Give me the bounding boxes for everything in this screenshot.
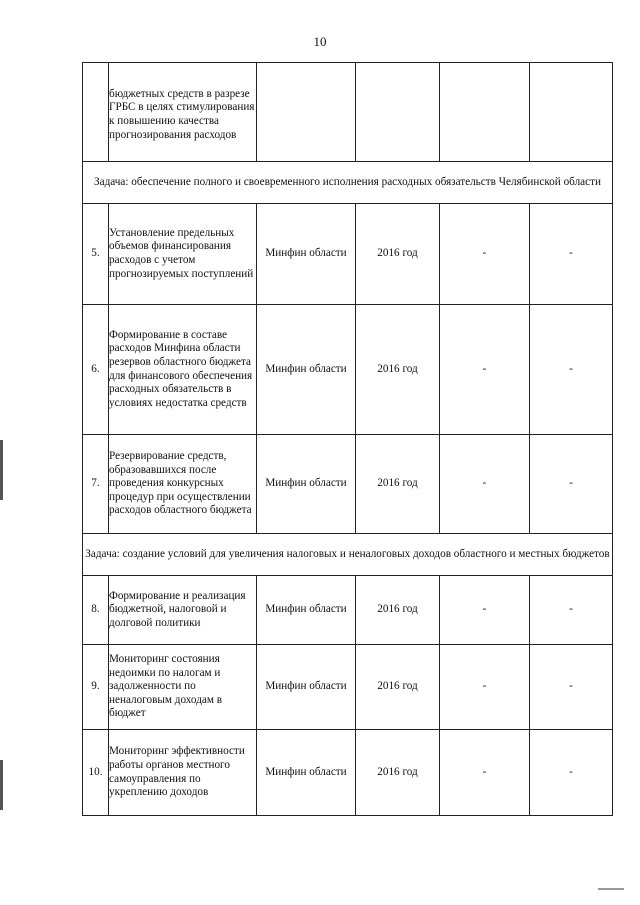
executor-cell: Минфин области bbox=[257, 305, 356, 435]
scan-edge-mark bbox=[0, 440, 3, 500]
table-row bbox=[83, 576, 613, 645]
term-cell: 2016 год bbox=[356, 305, 440, 435]
column-5-cell: - bbox=[440, 730, 530, 816]
measure-name: Мониторинг эффективности работы органов местного самоуправления по укреплению доходов bbox=[109, 730, 257, 816]
measure-name: Мониторинг состояния недоимки по налогам и задолженности по неналоговым доходам в бюджет bbox=[109, 645, 257, 730]
task-heading: Задача: обеспечение полного и своевременного исполнения расходных обязательств Челябинской области bbox=[83, 162, 613, 204]
term-cell: 2016 год bbox=[356, 645, 440, 730]
term-cell: 2016 год bbox=[356, 204, 440, 305]
term-cell bbox=[356, 63, 440, 162]
column-6-cell: - bbox=[530, 645, 613, 730]
measure-name: Формирование в составе расходов Минфина области резервов областного бюджета для финансового обеспечения расходных обязательств в условиях недостатка средств bbox=[109, 305, 257, 435]
column-6-cell: - bbox=[530, 305, 613, 435]
column-6-cell: - bbox=[530, 435, 613, 534]
measure-name: Резервирование средств, образовавшихся после проведения конкурсных процедур при осуществлении расходов областного бюджета bbox=[109, 435, 257, 534]
table-row bbox=[83, 204, 613, 305]
measure-name: Формирование и реализация бюджетной, налоговой и долговой политики bbox=[109, 576, 257, 645]
column-5-cell: - bbox=[440, 204, 530, 305]
scan-footer-mark bbox=[598, 888, 624, 890]
term-cell: 2016 год bbox=[356, 435, 440, 534]
column-6-cell: - bbox=[530, 730, 613, 816]
column-6-cell bbox=[530, 63, 613, 162]
row-number: 9. bbox=[83, 645, 109, 730]
table-row bbox=[83, 645, 613, 730]
task-row bbox=[83, 534, 613, 576]
measure-name: Установление предельных объемов финансирования расходов с учетом прогнозируемых поступлений bbox=[109, 204, 257, 305]
executor-cell: Минфин области bbox=[257, 645, 356, 730]
column-5-cell bbox=[440, 63, 530, 162]
measure-name: бюджетных средств в разрезе ГРБС в целях стимулирования к повышению качества прогнозирования расходов bbox=[109, 63, 257, 162]
column-5-cell: - bbox=[440, 305, 530, 435]
task-row bbox=[83, 162, 613, 204]
row-number: 7. bbox=[83, 435, 109, 534]
measures-table bbox=[82, 62, 613, 816]
table-row bbox=[83, 305, 613, 435]
table-row bbox=[83, 730, 613, 816]
column-5-cell: - bbox=[440, 435, 530, 534]
column-6-cell: - bbox=[530, 204, 613, 305]
column-5-cell: - bbox=[440, 645, 530, 730]
row-number: 10. bbox=[83, 730, 109, 816]
page-number: 10 bbox=[313, 34, 327, 49]
executor-cell: Минфин области bbox=[257, 730, 356, 816]
row-number bbox=[83, 63, 109, 162]
column-6-cell: - bbox=[530, 576, 613, 645]
task-heading: Задача: создание условий для увеличения налоговых и неналоговых доходов областного и местных бюджетов bbox=[83, 534, 613, 576]
row-number: 8. bbox=[83, 576, 109, 645]
term-cell: 2016 год bbox=[356, 576, 440, 645]
executor-cell: Минфин области bbox=[257, 576, 356, 645]
row-number: 5. bbox=[83, 204, 109, 305]
executor-cell: Минфин области bbox=[257, 435, 356, 534]
table-row bbox=[83, 435, 613, 534]
scan-edge-mark bbox=[0, 760, 3, 810]
column-5-cell: - bbox=[440, 576, 530, 645]
executor-cell bbox=[257, 63, 356, 162]
table-row bbox=[83, 63, 613, 162]
term-cell: 2016 год bbox=[356, 730, 440, 816]
executor-cell: Минфин области bbox=[257, 204, 356, 305]
row-number: 6. bbox=[83, 305, 109, 435]
